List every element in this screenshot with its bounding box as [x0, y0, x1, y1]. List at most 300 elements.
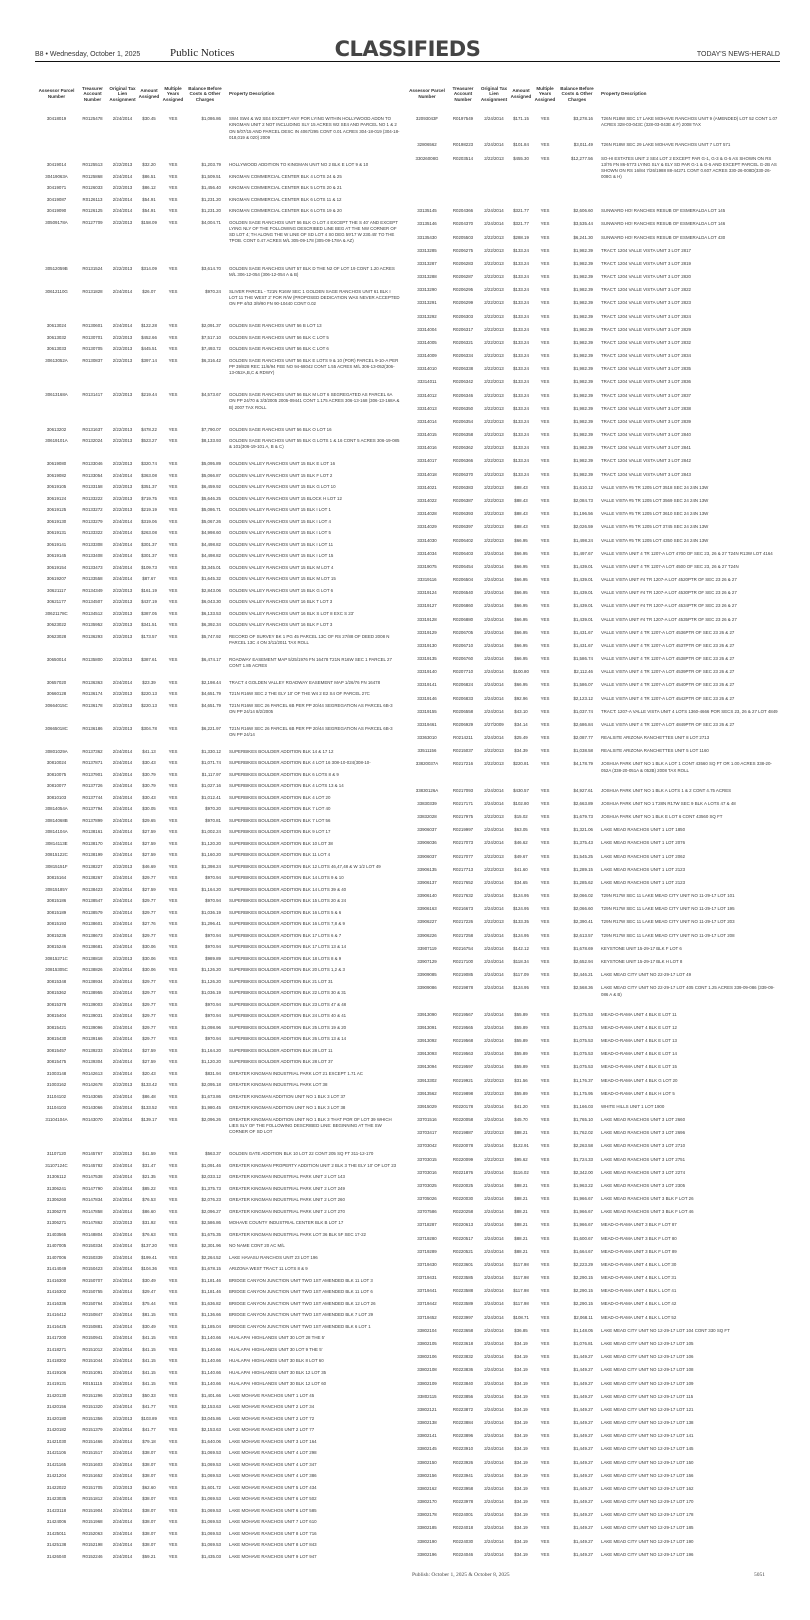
- property-description: LAKE MEAD CITY UNIT NO 12-29-17 LOT 141: [601, 1433, 694, 1439]
- amount-assigned: $34.19: [514, 1485, 528, 1491]
- multiple-years: YES: [168, 1070, 178, 1076]
- balance: $6,316.42: [201, 357, 221, 363]
- amount-assigned: $38.07: [142, 1507, 156, 1513]
- assignment-date: 2/24/2014: [112, 1059, 133, 1064]
- amount-assigned: $133.24: [513, 445, 529, 451]
- assignment-date: 2/27/2009: [484, 721, 504, 727]
- table-row: [407, 406, 779, 419]
- amount-assigned: $133.24: [513, 339, 529, 345]
- treasurer-account: R0139166: [82, 1036, 103, 1041]
- property-description: VALLE VISTA UNIT 4 TR 1207-A LOT 4538PTR OF SEC 23 26 & 27: [601, 656, 735, 662]
- property-description: MEAD-O-RAMA UNIT 4 BLK E LOT 13: [601, 1038, 677, 1044]
- property-description: LAKE MEAD CITY UNIT NO 12-29-17 LOT 121: [601, 1406, 694, 1412]
- amount-assigned: $34.19: [514, 1472, 528, 1478]
- assignment-date: 2/24/2014: [112, 173, 133, 179]
- balance: $1,120.20: [201, 1059, 221, 1064]
- balance: $1,012.41: [201, 794, 221, 800]
- treasurer-account: R0151705: [82, 1484, 103, 1490]
- treasurer-account: R0138199: [82, 852, 103, 857]
- multiple-years: YES: [168, 1047, 178, 1053]
- balance: $970.94: [205, 1001, 221, 1007]
- assignment-date: 2/24/2014: [484, 550, 504, 556]
- table-row: [407, 1473, 779, 1486]
- multiple-years: YES: [168, 932, 178, 938]
- property-description: JOSHUA PARK UNIT NO 1 T28N R17W SEC 9 BLK A LOTS 47 & 48: [601, 800, 736, 806]
- balance: $1,982.39: [573, 392, 593, 398]
- multiple-years: YES: [168, 1335, 178, 1340]
- amount-assigned: $133.24: [513, 392, 529, 398]
- apn: 30815193: [46, 921, 67, 926]
- amount-assigned: $117.09: [513, 972, 529, 978]
- multiple-years: YES: [168, 1369, 178, 1375]
- property-description: VALLE VISTA #5 TR 1205 LOT 3569 SEC 24 24N 13W: [601, 497, 709, 503]
- treasurer-account: R0223618: [452, 1340, 474, 1346]
- amount-assigned: $27.59: [142, 1059, 156, 1064]
- balance: $1,164.20: [201, 1047, 221, 1053]
- table-row: [36, 1002, 400, 1014]
- multiple-years: YES: [540, 260, 550, 266]
- assignment-date: 2/22/2013: [484, 1156, 504, 1162]
- apn: 33802141: [417, 1433, 437, 1439]
- balance: $1,435.03: [201, 1553, 221, 1559]
- amount-assigned: $38.07: [142, 1530, 156, 1536]
- apn: 31418302: [46, 1358, 67, 1363]
- apn: 31421165: [46, 1461, 67, 1467]
- property-description: LAKE MOHAVE RANCHOS UNIT 2 LOT 72: [229, 1415, 315, 1421]
- balance: $1,289.15: [573, 866, 593, 872]
- assignment-date: 2/24/2014: [484, 906, 504, 912]
- balance: $1,439.01: [573, 577, 593, 583]
- table-header: [36, 75, 400, 116]
- treasurer-account: R0220517: [452, 1235, 474, 1241]
- balance: $4,498.82: [201, 541, 221, 547]
- table-row: [36, 1404, 400, 1416]
- treasurer-account: R0220030: [452, 1196, 474, 1202]
- assignment-date: 2/24/2014: [484, 945, 504, 951]
- apn: 33314016: [417, 445, 437, 451]
- table-row: [407, 1078, 779, 1091]
- apn: 30621178C: [45, 610, 68, 616]
- table-row: [407, 788, 779, 801]
- property-description: TRACT: 1204 VALLE VISTA UNIT 3 LOT 2842: [601, 458, 691, 464]
- amount-assigned: $124.95: [513, 932, 529, 938]
- amount-assigned: $31.56: [514, 1077, 528, 1083]
- multiple-years: YES: [540, 287, 550, 293]
- property-description: BRIDGE CANYON JUNCTION UNIT TWO 1ST AMENDED BLK 6 LOT 1: [229, 1323, 371, 1329]
- property-description: VALLE VISTA #5 TR 1205 LOT 3610 SEC 24 24N 13W: [601, 511, 709, 517]
- amount-assigned: $29.77: [142, 1001, 156, 1007]
- apn: 30619145: [46, 553, 67, 558]
- multiple-years: YES: [540, 1301, 550, 1307]
- multiple-years: YES: [168, 1473, 178, 1478]
- table-row: [407, 248, 779, 261]
- property-description: REALSITE ARIZONA RANCHETTES UNIT 8 LOT 2713: [601, 735, 710, 741]
- table-row: [36, 1025, 400, 1037]
- multiple-years: YES: [540, 458, 550, 464]
- balance: $1,069.53: [201, 1450, 221, 1455]
- balance: $1,497.67: [573, 550, 593, 556]
- property-description: JOSHUA PARK UNIT NO 1 BLK A LOT 1 CONT 43560 SQ FT OR 1.00 ACRES 338-20-052A (338-20-051A & 052B) 2008 TAX ROLL: [601, 761, 772, 773]
- amount-assigned: $437.19: [141, 599, 157, 604]
- amount-assigned: $41.20: [514, 1103, 528, 1109]
- property-description: KEYSTONE UNIT 15-29-17 BLK F LOT 6: [601, 945, 682, 951]
- multiple-years: YES: [168, 1013, 178, 1018]
- property-description: LAKE MOHAVE RANCHOS UNIT 4 LOT 386: [229, 1473, 317, 1478]
- treasurer-account: R0217077: [452, 853, 474, 859]
- apn: 33802109: [417, 1380, 437, 1386]
- table-row: [36, 392, 400, 427]
- balance: $2,390.41: [573, 919, 593, 925]
- apn: 31419106: [46, 1369, 67, 1375]
- page-title: CLASSIFIEDS: [334, 37, 481, 61]
- apn: 31423118: [46, 1507, 67, 1513]
- property-description: SUNWARD HO! RANCHES RESUB OF ESMERALDA LOT 145: [601, 208, 726, 214]
- assignment-date: 2/24/2014: [484, 1393, 504, 1399]
- treasurer-account: R0206334: [452, 353, 474, 359]
- amount-assigned: $133.24: [513, 353, 529, 359]
- balance: $1,069.53: [201, 1461, 221, 1467]
- property-description: SUPERBIKES BOULDER ADDITION BLK 15 LOTS 20 & 24: [229, 898, 347, 903]
- treasurer-account: R0151603: [82, 1461, 103, 1467]
- apn: 33314015: [417, 432, 437, 438]
- treasurer-account: R0130705: [82, 346, 103, 351]
- property-description: MEAD-O-RAMA UNIT 4 BLK H LOT 5: [601, 1090, 675, 1096]
- treasurer-account: R0223588: [452, 1288, 474, 1294]
- apn: 33313290: [417, 287, 437, 293]
- amount-assigned: $199.41: [141, 1254, 157, 1260]
- property-description: LAKE MEAD RANCHOS UNIT 1 LOT 1850: [601, 827, 686, 833]
- apn: 33313292: [417, 313, 437, 319]
- assignment-date: 2/24/2014: [112, 1461, 133, 1467]
- balance: $6,221.97: [201, 725, 221, 731]
- table-row: [407, 696, 779, 709]
- multiple-years: YES: [168, 679, 178, 685]
- multiple-years: YES: [168, 725, 178, 731]
- assignment-date: 2/24/2014: [484, 1420, 504, 1426]
- property-description: GOLDEN SAGE RANCHOS UNIT 56 BLK O LOT 4 EXCEPT THE S 40' AND EXCEPT LYING NLY OF THE FOLLOWING DESCRIBED LINE BEG AT THE NW CORNER OF SD LOT 4; TH ALONG THE W LINE OF SD LOT 4 S0 DEG 59'17 W 230.45' TO THE TPOB. CONT 0.47 ACRES M/L 305-09-178 (305-09-178A & AZ): [229, 219, 398, 244]
- property-description: VALLE VISTA UNIT 4 TR 1207-A LOT 4542PTR OF SEC 23 26 & 27: [601, 695, 735, 701]
- table-row: [407, 1460, 779, 1473]
- assignment-date: 2/22/2013: [112, 1392, 133, 1398]
- treasurer-account: R0151517: [82, 1450, 103, 1455]
- amount-assigned: $34.19: [514, 1420, 528, 1426]
- property-description: T29N R17W SEC 11 LAKE MEAD CITY UNIT NO 11-29-17 LOT 195: [601, 906, 735, 912]
- apn: 33802162: [417, 1485, 437, 1491]
- amount-assigned: $133.24: [513, 418, 529, 424]
- assignment-date: 2/24/2014: [112, 1162, 133, 1168]
- table-row: [407, 814, 779, 827]
- multiple-years: YES: [168, 1208, 178, 1214]
- property-description: VALLE VISTA UNIT 4 TR 1207-A LOT 4700 OF SEC 23, 26 & 27 T24N R13W LOT 4164: [601, 550, 773, 556]
- balance: $2,290.15: [573, 1301, 593, 1307]
- amount-assigned: $102.80: [513, 800, 529, 806]
- table-row: [36, 438, 400, 461]
- property-description: LAKE MEAD CITY UNIT NO 12-29-17 LOT 196: [601, 1551, 694, 1557]
- property-description: MEAD-O-RAMA UNIT 4 BLK E LOT 15: [601, 1064, 677, 1070]
- apn: 33314017: [417, 458, 437, 464]
- apn: 33718287: [417, 1222, 437, 1228]
- property-description: LAKE MEAD RANCHOS UNIT 3 LOT 2696: [601, 1130, 686, 1136]
- apn: 30613032: [46, 334, 67, 340]
- table-row: [36, 565, 400, 577]
- treasurer-account: R0223884: [452, 1420, 474, 1426]
- assignment-date: 2/24/2014: [112, 978, 133, 984]
- amount-assigned: $66.95: [514, 642, 528, 648]
- balance: $1,980.45: [201, 1105, 221, 1110]
- property-description: LAKE MEAD RANCHOS UNIT 1 LOT 2123: [601, 866, 686, 872]
- apn: 30621117: [47, 587, 66, 593]
- apn: 33314013: [417, 405, 437, 411]
- property-description: LAKE MEAD RANCHOS UNIT 3 LOT 2305: [601, 1182, 686, 1188]
- table-row: [36, 1243, 400, 1255]
- assignment-date: 2/24/2014: [484, 1182, 504, 1188]
- balance: $2,153.63: [201, 1404, 221, 1409]
- balance: $1,037.74: [573, 708, 593, 714]
- assignment-date: 2/22/2013: [484, 866, 504, 872]
- table-row: [407, 208, 779, 221]
- multiple-years: YES: [168, 1231, 178, 1237]
- balance: $1,069.53: [201, 1542, 221, 1547]
- balance: $2,096.27: [201, 1208, 221, 1214]
- property-description: LAKE MEAD CITY UNIT NO 12-29-17 LOT 178: [601, 1512, 694, 1518]
- property-description: LAKE MEAD CITY UNIT NO 12-29-17 LOT 190: [601, 1538, 694, 1544]
- property-description: LAKE MEAD RANCHOS UNIT 1 LOT 2076: [601, 840, 686, 846]
- amount-assigned: $133.24: [513, 260, 529, 266]
- table-header: [407, 75, 779, 116]
- apn: 33703025: [417, 1182, 437, 1188]
- table-row: [36, 1531, 400, 1543]
- treasurer-account: R0132024: [82, 438, 103, 443]
- property-description: SLIVER PARCEL - T21N R16W SEC 1 GOLDEN SAGE RANCHOS UNIT 61 BLK I LOT 11 THE WEST 2' FOR R/W (PROPOSED DEDICATION WAS NEVER ACCEPTED ON PP 4/53 3/9/90 FN 90-10440 CONT 0.02: [229, 288, 400, 307]
- property-description: VALLE VISTA UNIT 4 TR 1207-A LOT 4540PTR OF SEC 23 26 & 27: [601, 682, 735, 688]
- treasurer-account: R0125868: [82, 173, 103, 179]
- property-description: SW4 SW4 & W2 SE4 EXCEPT ANY POR LYING WITHIN HOLLYWOOD ADDN TO KINGMAN UNIT 2 NOT INCLUDING SLY 15 ACRES W2 SE4 AND PARCEL NO 1 & 2 ON 5/07/15 AND PARCEL DESC IN 4067/295 CONT 0.01 ACRES 304-18-019 (304-18-018,019 & 020) 2009: [229, 116, 400, 140]
- multiple-years: YES: [540, 366, 550, 372]
- assignment-date: 2/22/2013: [112, 438, 133, 443]
- apn: 30815186: [46, 898, 67, 903]
- amount-assigned: $133.24: [513, 366, 529, 372]
- property-description: TRACT: 1207-A VALLE VISTA UNIT 4 LOTS 1360-4666 POR SECS 23, 26 & 27 LOT 4849: [601, 708, 778, 714]
- assignment-date: 2/22/2013: [112, 622, 133, 627]
- apn: 33802106: [417, 1354, 437, 1360]
- multiple-years: YES: [540, 1130, 550, 1136]
- multiple-years: YES: [168, 116, 178, 121]
- property-description: TRACT: 1204 VALLE VISTA UNIT 3 LOT 2817: [601, 247, 691, 253]
- amount-assigned: $41.15: [142, 1358, 156, 1363]
- assignment-date: 2/24/2014: [484, 1024, 504, 1030]
- multiple-years: YES: [168, 576, 178, 581]
- assignment-date: 2/22/2013: [112, 656, 133, 662]
- assignment-date: 2/24/2014: [484, 1446, 504, 1452]
- apn: 31407006: [46, 1254, 67, 1260]
- amount-assigned: $34.39: [514, 748, 528, 754]
- assignment-date: 2/24/2014: [112, 1519, 133, 1524]
- amount-assigned: $29.77: [142, 875, 156, 880]
- table-row: [36, 1358, 400, 1370]
- multiple-years: YES: [540, 326, 550, 332]
- assignment-date: 2/24/2014: [112, 1335, 133, 1340]
- treasurer-account: R0224001: [452, 1512, 474, 1518]
- table-row: [407, 1315, 779, 1328]
- assignment-date: 2/24/2014: [484, 1222, 504, 1228]
- balance: $970.94: [205, 898, 221, 903]
- multiple-years: YES: [168, 1507, 178, 1513]
- property-description: GOLDEN VALLEY RANCHOS UNIT 15 BLK F LOT 2: [229, 472, 333, 478]
- assignment-date: 2/24/2014: [484, 669, 504, 675]
- treasurer-account: R0217632: [452, 893, 474, 899]
- treasurer-account: R0206824: [452, 682, 474, 688]
- balance: $1,140.66: [201, 1369, 221, 1375]
- apn: 33026008G: [415, 155, 439, 161]
- amount-assigned: $92.96: [514, 695, 528, 701]
- amount-assigned: $29.77: [142, 1036, 156, 1041]
- property-description: RECORD OF SURVEY BK 1 PG 45 PARCEL 13C OF RS 27/88 OF DEED 2008 N PARCEL 13C 4 ON 3/11/2011 TAX ROLL: [229, 633, 390, 645]
- treasurer-account: R0206370: [452, 471, 474, 477]
- multiple-years: YES: [540, 879, 550, 885]
- balance: $2,026.59: [573, 524, 593, 530]
- property-description: LAKE MEAD CITY UNIT NO 12-29-17 LOT 108: [601, 1367, 694, 1373]
- apn: 30619125: [46, 507, 67, 512]
- amount-assigned: $133.24: [513, 274, 529, 280]
- amount-assigned: $41.60: [514, 866, 528, 872]
- assignment-date: 2/24/2014: [112, 1381, 133, 1386]
- table-row: [36, 990, 400, 1002]
- balance: $7,517.10: [201, 334, 221, 340]
- table-row: [407, 682, 779, 695]
- property-description: SUPERBIKES BOULDER ADDITION BLK 23 LOTS 47 & 48: [229, 1001, 347, 1007]
- amount-assigned: $29.77: [142, 898, 156, 903]
- multiple-years: YES: [168, 794, 178, 800]
- treasurer-account: R0133308: [82, 541, 103, 547]
- apn: 30815271C: [45, 955, 68, 961]
- property-description: GOLDEN SAGE RANCHOS UNIT 56 BLK C LOT 6: [229, 346, 329, 351]
- property-description: GOLDEN VALLEY RANCHOS UNIT 15 BLK I LOT 15: [229, 553, 334, 558]
- treasurer-account: R0206860: [452, 603, 474, 609]
- multiple-years: YES: [168, 426, 178, 432]
- property-description: GOLDEN VALLEY RANCHOS UNIT 15 BLK I LOT 4: [229, 518, 331, 524]
- assignment-date: 2/24/2014: [484, 616, 504, 622]
- property-description: SUPERBIKES BOULDER ADDITION BLK 4 LOT 20: [229, 794, 331, 800]
- table-row: [407, 538, 779, 551]
- assignment-date: 2/24/2014: [112, 530, 133, 535]
- apn: 33314030: [417, 537, 437, 543]
- treasurer-account: R0151115: [82, 1381, 103, 1386]
- assignment-date: 2/24/2014: [484, 1143, 504, 1149]
- assignment-date: 2/24/2014: [484, 840, 504, 846]
- balance: $2,613.57: [573, 932, 593, 938]
- apn: 33319075: [417, 563, 437, 569]
- amount-assigned: $34.19: [514, 1525, 528, 1531]
- table-row: [36, 1232, 400, 1244]
- treasurer-account: R0133473: [82, 564, 103, 570]
- table-row: [407, 722, 779, 735]
- table-row: [36, 622, 400, 634]
- apn: 31414049: [46, 1266, 67, 1271]
- amount-assigned: $36.85: [514, 1327, 528, 1333]
- amount-assigned: $41.77: [142, 1404, 156, 1409]
- treasurer-account: R0206287: [452, 274, 474, 280]
- treasurer-account: R0206295: [452, 287, 474, 293]
- assignment-date: 2/24/2014: [112, 898, 133, 903]
- property-description: LAKE MOHAVE RANCHOS UNIT 1 LOT 45: [229, 1392, 315, 1398]
- balance: $1,120.20: [201, 840, 221, 846]
- apn: 33802185: [417, 1525, 437, 1531]
- multiple-years: YES: [168, 1381, 178, 1386]
- amount-assigned: $124.95: [513, 985, 529, 991]
- property-description: T21N R16W SEC 26 PARCEL 6B PER PP 20/44 SEGREGATION AS PARCEL 6B-3 ON PP 24/14 8/2/2005: [229, 702, 393, 714]
- assignment-date: 2/22/2013: [484, 497, 504, 503]
- apn: 33906037: [417, 827, 437, 833]
- amount-assigned: $27.76: [142, 921, 156, 926]
- property-description: T21N R16W SEC 2 THE ELY 10' OF THE W4 2 E2 S4 OF PARCEL 27C: [229, 691, 370, 696]
- treasurer-account: R0206558: [452, 708, 474, 714]
- amount-assigned: $108.71: [513, 1314, 529, 1320]
- treasurer-account: R0151320: [82, 1404, 103, 1409]
- treasurer-account: R0206354: [452, 418, 474, 424]
- treasurer-account: R0219878: [452, 985, 474, 991]
- multiple-years: YES: [168, 1220, 178, 1225]
- amount-assigned: $719.75: [141, 495, 157, 501]
- property-description: GOLDEN VALLEY RANCHOS UNIT 15 BLOCK H LOT 12: [229, 495, 342, 501]
- treasurer-account: R0206299: [452, 300, 474, 306]
- property-description: LAKE MEAD RANCHOS UNIT 3 LOT 2660: [601, 1117, 686, 1123]
- amount-assigned: $86.51: [142, 173, 156, 179]
- amount-assigned: $219.19: [141, 507, 157, 512]
- notice-number: 5051: [754, 1572, 765, 1578]
- assignment-date: 2/24/2014: [484, 1064, 504, 1070]
- property-description: GREATER KINGMAN INDUSTRIAL PARK LOT 21 EXCEPT 1.71 AC: [229, 1070, 363, 1076]
- table-row: [407, 116, 779, 142]
- apn: 31420130: [46, 1392, 67, 1398]
- assignment-date: 2/22/2013: [112, 1415, 133, 1421]
- treasurer-account: R0138826: [82, 967, 103, 972]
- balance: $3,614.70: [201, 265, 221, 271]
- apn: 33906135: [417, 866, 437, 872]
- treasurer-account: R0217713: [452, 866, 474, 872]
- balance: $1,160.20: [201, 852, 221, 857]
- balance: $6,392.34: [201, 622, 221, 627]
- apn: 31423035: [46, 1496, 67, 1501]
- multiple-years: YES: [168, 656, 178, 662]
- balance: $1,636.82: [201, 1300, 221, 1306]
- assignment-date: 2/24/2014: [112, 1185, 133, 1191]
- apn: 31421106: [46, 1450, 67, 1455]
- assignment-date: 2/22/2013: [484, 418, 504, 424]
- treasurer-account: R0206275: [452, 247, 474, 253]
- apn: 33319127: [417, 603, 437, 609]
- table-row: [36, 1450, 400, 1462]
- property-description: T29N R17W SEC 11 LAKE MEAD CITY UNIT NO 11-29-17 LOT 101: [601, 893, 735, 899]
- assignment-date: 2/22/2013: [112, 1082, 133, 1087]
- property-description: SUPERBIKES BOULDER ADDITION BLK 25 LOTS 19 & 20: [229, 1024, 347, 1030]
- apn: 33909085: [417, 972, 437, 978]
- property-description: TRACT: 1204 VALLE VISTA UNIT 3 LOT 2838: [601, 405, 691, 411]
- treasurer-account: R0224018: [452, 1525, 474, 1531]
- treasurer-account: R0206504: [452, 577, 474, 583]
- table-row: [36, 588, 400, 600]
- balance: $3,045.86: [201, 1415, 221, 1421]
- multiple-years: YES: [168, 208, 178, 213]
- multiple-years: YES: [540, 550, 550, 556]
- treasurer-account: R0206402: [452, 537, 474, 543]
- multiple-years: YES: [540, 906, 550, 912]
- treasurer-account: R0125513: [82, 162, 103, 167]
- amount-assigned: $34.19: [514, 1499, 528, 1505]
- property-description: TRACT: 1204 VALLE VISTA UNIT 3 LOT 2835: [601, 366, 691, 372]
- multiple-years: YES: [168, 530, 178, 535]
- assignment-date: 2/24/2014: [484, 1038, 504, 1044]
- apn: 33319140: [417, 669, 437, 675]
